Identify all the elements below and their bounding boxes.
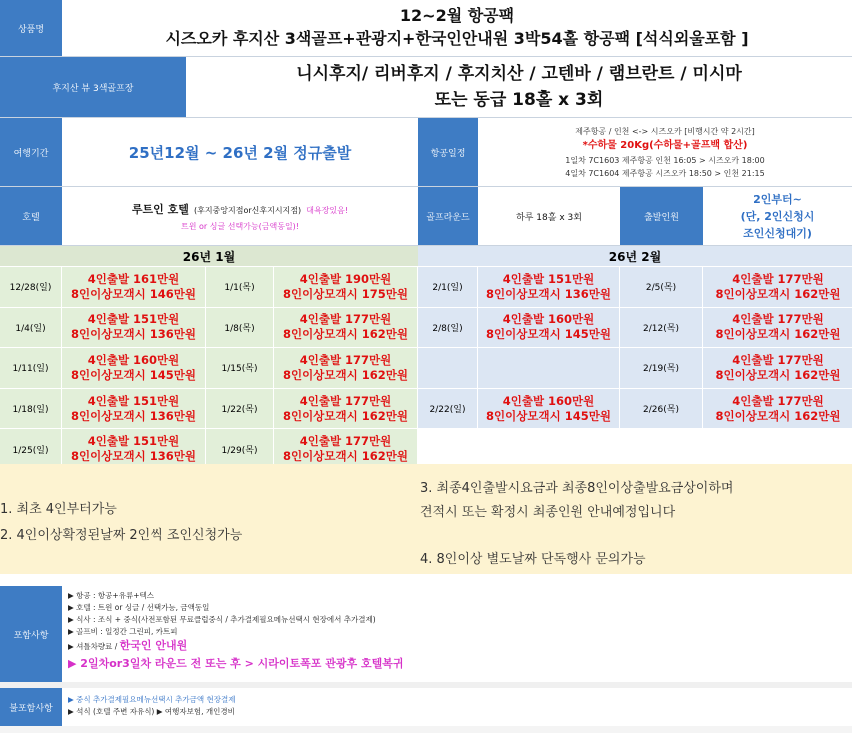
feb-date-left: 2/22(일) xyxy=(418,389,477,429)
flight-label: 항공일정 xyxy=(418,118,478,186)
jan-header: 26년 1월 xyxy=(0,246,418,266)
exclude-label: 불포함사항 xyxy=(0,688,62,726)
title-line1: 12~2월 항공팩 xyxy=(399,6,515,25)
price-8pax: 8인이상모객시 162만원 xyxy=(283,449,408,464)
feb-date-right: 2/19(목) xyxy=(620,348,702,388)
feb-date-right: 2/5(목) xyxy=(620,267,702,307)
price-8pax: 8인이상모객시 136만원 xyxy=(486,286,611,301)
feb-price-right xyxy=(703,389,852,429)
feb-date-right: 2/12(목) xyxy=(620,308,702,348)
jan-price-right xyxy=(274,267,417,307)
price-8pax: 8인이상모객시 136만원 xyxy=(71,327,196,342)
note-3b: 견적시 또는 확정시 최종인원 안내예정입니다 xyxy=(420,505,676,520)
note-1: 1. 최초 4인부터가능 xyxy=(0,502,117,517)
flight-line-0: 제주항공 / 인천 <-> 시즈오카 [비행시간 약 2시간] xyxy=(575,126,755,136)
price-4pax: 4인출발 160만원 xyxy=(87,352,180,367)
price-8pax: 8인이상모객시 145만원 xyxy=(486,327,611,342)
price-8pax: 8인이상모객시 145만원 xyxy=(486,408,611,423)
hotel-branch: (후지중앙지점or신후지시지점) xyxy=(193,205,302,215)
price-4pax: 4인출발 151만원 xyxy=(502,271,595,286)
feb-price-right xyxy=(703,348,852,388)
hotel-info xyxy=(62,187,418,245)
course-label: 후지산 뷰 3색골프장 xyxy=(0,57,186,117)
title-line2: 시즈오카 후지산 3색골프+관광지+한국인안내원 3박54홀 항공팩 [석식외울포함 ] xyxy=(165,29,749,48)
price-8pax: 8인이상모객시 162만원 xyxy=(715,327,841,342)
feb-header: 26년 2월 xyxy=(418,246,852,266)
jan-date-right: 1/29(목) xyxy=(206,429,273,469)
shuttle-highlight: 한국인 안내원 xyxy=(119,639,188,652)
rounds-label: 골프라운드 xyxy=(418,187,478,245)
price-8pax: 8인이상모객시 136만원 xyxy=(71,449,196,464)
note-3a: 3. 최종4인출발시요금과 최종8인이상출발요금상이하며 xyxy=(420,481,734,496)
rounds-value: 하루 18홀 x 3회 xyxy=(478,187,620,245)
note-2: 2. 4인이상확정된날짜 2인씩 조인신청가능 xyxy=(0,528,243,543)
include-extra: ▶ 2일차or3일차 라운드 전 또는 후 > 시라이토폭포 관광후 호텔복귀 xyxy=(68,657,404,670)
price-8pax: 8인이상모객시 162만원 xyxy=(283,408,408,423)
jan-date-right: 1/15(목) xyxy=(206,348,273,388)
feb-price-left xyxy=(478,308,619,348)
hotel-bath-note: 대욕장있음! xyxy=(306,205,349,215)
price-8pax: 8인이상모객시 136만원 xyxy=(71,408,196,423)
feb-price-left xyxy=(478,348,619,388)
feb-date-left: 2/1(일) xyxy=(418,267,477,307)
jan-date-left: 1/25(일) xyxy=(0,429,61,469)
price-4pax: 4인출발 160만원 xyxy=(502,312,595,327)
price-8pax: 8인이상모객시 162만원 xyxy=(715,286,841,301)
baggage-note: *수하물 20Kg(수하물+골프백 합산) xyxy=(582,139,748,151)
include-line-1: ▶ 호텔 : 트윈 or 싱글 / 선택가능, 금액동일 xyxy=(68,603,210,612)
min-pax-line-1: (단, 2인신청시 xyxy=(740,209,815,223)
period-text: 25년12월 ~ 26년 2월 정규출발 xyxy=(128,143,352,162)
include-list xyxy=(62,586,852,682)
price-4pax: 4인출발 177만원 xyxy=(299,352,392,367)
include-line-2: ▶ 식사 : 조식 + 중식(사전포함된 무료클럽중식 / 추가결제필요메뉴선택시 현장에서 추가결제) xyxy=(68,615,376,624)
period-label: 여행기간 xyxy=(0,118,62,186)
price-8pax: 8인이상모객시 146만원 xyxy=(71,286,196,301)
course-list xyxy=(186,57,852,117)
flight-schedule xyxy=(478,118,852,186)
price-8pax: 8인이상모객시 162만원 xyxy=(715,408,841,423)
jan-price-left xyxy=(62,267,205,307)
price-4pax: 4인출발 177만원 xyxy=(299,312,392,327)
price-8pax: 8인이상모객시 145만원 xyxy=(71,367,196,382)
jan-date-left: 1/18(일) xyxy=(0,389,61,429)
flight-line-2: 1일차 7C1603 제주항공 인천 16:05 > 시즈오카 18:00 xyxy=(565,155,765,165)
price-4pax: 4인출발 177만원 xyxy=(299,434,392,449)
price-4pax: 4인출발 151만원 xyxy=(87,434,180,449)
price-4pax: 4인출발 160만원 xyxy=(502,393,595,408)
feb-price-left xyxy=(478,267,619,307)
feb-date-right: 2/26(목) xyxy=(620,389,702,429)
jan-date-left: 1/11(일) xyxy=(0,348,61,388)
course-line1: 니시후지/ 리버후지 / 후지치산 / 고텐바 / 램브란트 / 미시마 xyxy=(296,64,742,84)
price-4pax: 4인출발 190만원 xyxy=(299,271,392,286)
price-4pax: 4인출발 177만원 xyxy=(732,312,824,327)
jan-date-right: 1/22(목) xyxy=(206,389,273,429)
price-4pax: 4인출발 177만원 xyxy=(732,271,824,286)
price-4pax: 4인출발 177만원 xyxy=(299,393,392,408)
price-4pax: 4인출발 177만원 xyxy=(732,352,824,367)
price-8pax: 8인이상모객시 175만원 xyxy=(283,286,408,301)
price-8pax: 8인이상모객시 162만원 xyxy=(715,367,841,382)
include-line-3: ▶ 골프비 : 일정간 그린피, 카트피 xyxy=(68,627,178,636)
price-8pax: 8인이상모객시 162만원 xyxy=(283,327,408,342)
min-pax-line-0: 2인부터~ xyxy=(753,192,802,206)
jan-date-right: 1/1(목) xyxy=(206,267,273,307)
exclude-line-2: ▶ 석식 (호텔 주변 자유식) ▶ 여행자보험, 개인경비 xyxy=(68,707,235,716)
min-pax-line-2: 조인신청대기) xyxy=(743,226,812,240)
price-4pax: 4인출발 151만원 xyxy=(87,312,180,327)
jan-price-right xyxy=(274,308,417,348)
note-4: 4. 8인이상 별도날짜 단독행사 문의가능 xyxy=(420,552,646,567)
hotel-room-note: 트윈 or 싱글 선택가능(금액동일)! xyxy=(181,221,299,231)
price-4pax: 4인출발 151만원 xyxy=(87,393,180,408)
notes-panel xyxy=(0,464,852,574)
flight-line-3: 4일차 7C1604 제주항공 시즈오카 18:50 > 인천 21:15 xyxy=(565,168,765,178)
jan-date-left: 12/28(일) xyxy=(0,267,61,307)
price-4pax: 4인출발 161만원 xyxy=(87,271,180,286)
product-label: 상품명 xyxy=(0,0,62,56)
include-line-0: ▶ 항공 : 항공+유류+텍스 xyxy=(68,591,154,600)
include-shuttle xyxy=(68,638,852,655)
feb-price-right xyxy=(703,267,852,307)
hotel-label: 호텔 xyxy=(0,187,62,245)
product-title xyxy=(62,0,852,56)
price-4pax: 4인출발 177만원 xyxy=(732,393,824,408)
jan-price-right xyxy=(274,348,417,388)
jan-price-left xyxy=(62,389,205,429)
feb-date-left: 2/8(일) xyxy=(418,308,477,348)
exclude-line-1: ▶ 중식 추가결제필요메뉴선택시 추가금액 현장결제 xyxy=(68,695,236,704)
hotel-name: 루트인 호텔 xyxy=(131,202,189,216)
jan-price-left xyxy=(62,348,205,388)
feb-price-left xyxy=(478,389,619,429)
shuttle-prefix: ▶ 셔틀차량료 / xyxy=(68,642,120,651)
jan-price-right xyxy=(274,389,417,429)
include-label: 포함사항 xyxy=(0,586,62,682)
min-pax-label: 출발인원 xyxy=(620,187,703,245)
feb-date-left xyxy=(418,348,477,388)
exclude-list xyxy=(62,688,852,726)
course-line2: 또는 동급 18홀 x 3회 xyxy=(434,90,604,110)
min-pax-value xyxy=(703,187,852,245)
jan-date-left: 1/4(일) xyxy=(0,308,61,348)
jan-price-left xyxy=(62,308,205,348)
jan-date-right: 1/8(목) xyxy=(206,308,273,348)
feb-price-right xyxy=(703,308,852,348)
price-8pax: 8인이상모객시 162만원 xyxy=(283,367,408,382)
travel-period xyxy=(62,118,418,186)
